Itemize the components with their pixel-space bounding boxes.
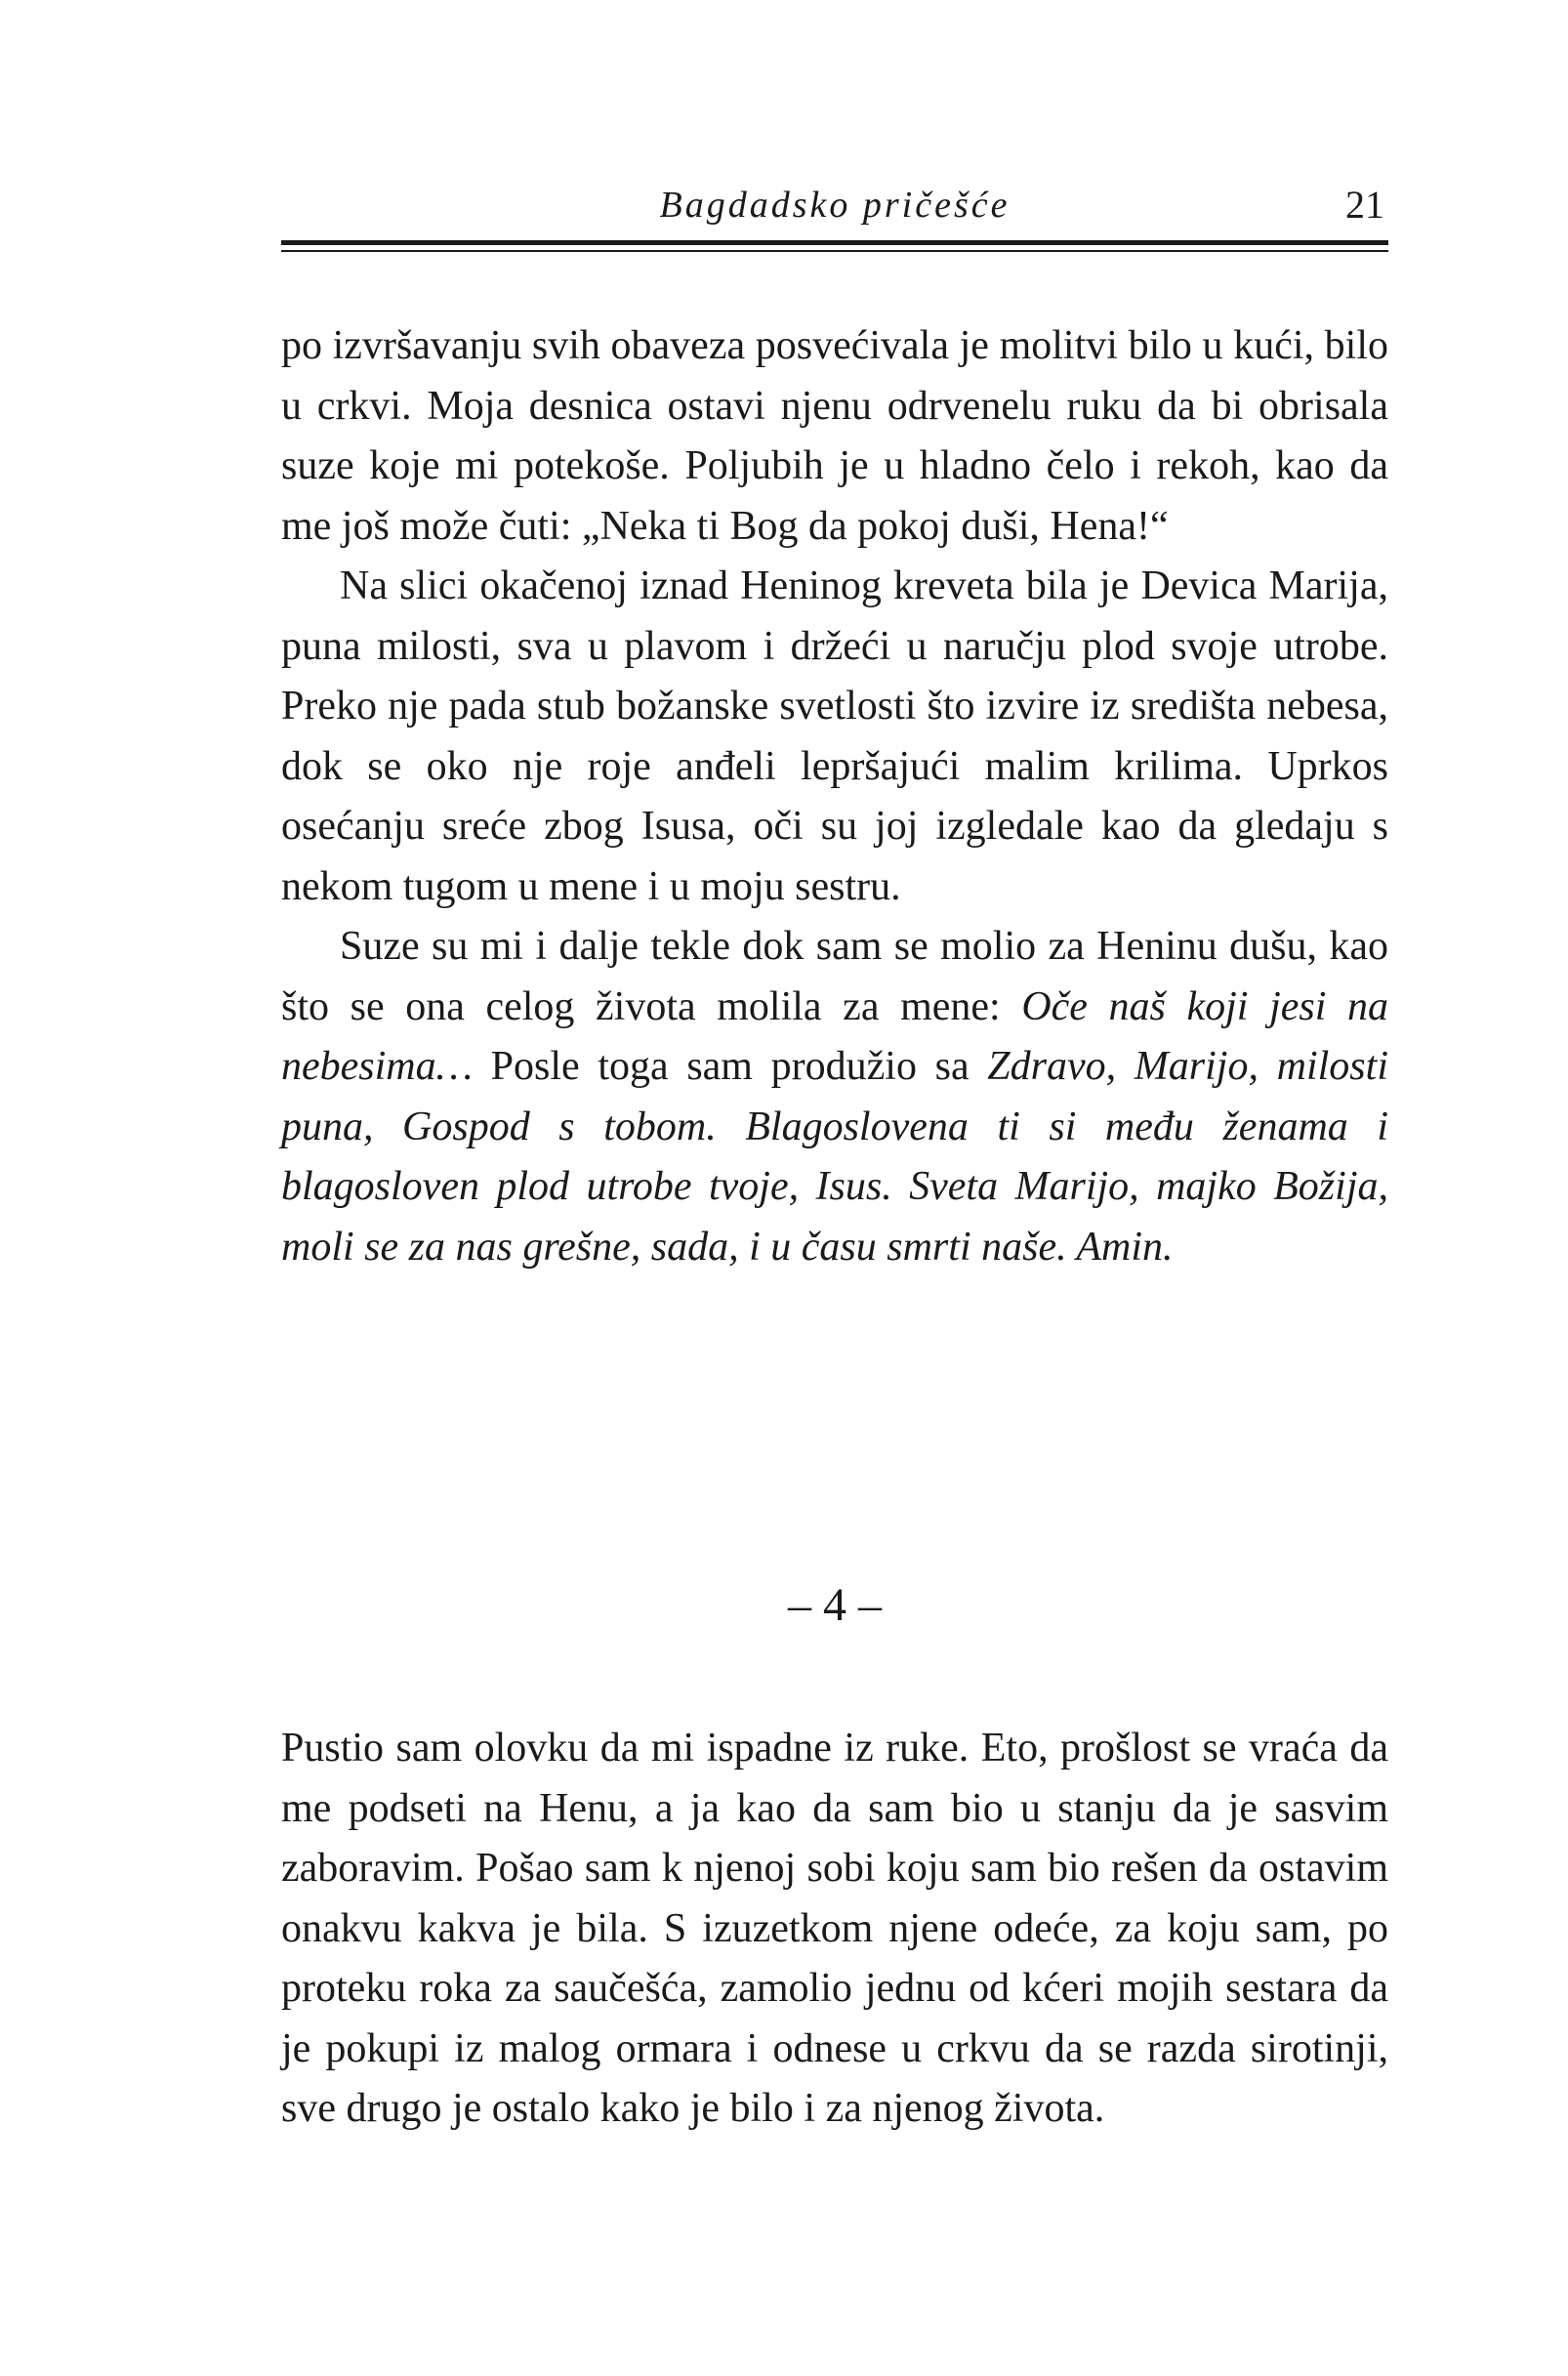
paragraph-3 xyxy=(281,917,1388,1277)
header-rule-thick xyxy=(281,240,1388,245)
section-3-text xyxy=(281,316,1388,1277)
paragraph-2-text: Na slici okačenoj iznad Heninog kreveta bila je Devica Marija, puna milosti, sva u plavom i držeći u naručju plod svoje utrobe. Preko nje pada stub božanske svetlosti što izvire iz središta nebesa, dok se oko nje roje anđeli lepršajući malim krilima. Uprkos osećanju sreće zbog Isusa, oči su joj izgledale kao da gledaju s nekom tugom u mene i u moju sestru. xyxy=(281,563,1388,909)
paragraph-4-text: Pustio sam olovku da mi ispadne iz ruke. Eto, prošlost se vraća da me podseti na Henu, a ja kao da sam bio u stanju da je sasvim zaboravim. Pošao sam k njenoj sobi koju sam bio rešen da ostavim onakvu kakva je bila. S izuzetkom njene odeće, za koju sam, po proteku roka za saučešća, zamolio jednu od kćeri mojih sestara da je pokupi iz malog ormara i odnese u crkvu da se razda sirotinji, sve drugo je ostalo kako je bilo i za njenog života. xyxy=(281,1726,1388,2131)
paragraph-2 xyxy=(281,557,1388,917)
running-title: Bagdadsko pričešće xyxy=(659,185,1011,226)
paragraph-1-text: po izvršavanju svih obaveza posvećivala je molitvi bilo u kući, bilo u crkvi. Moja desnica ostavi njenu odrvenelu ruku da bi obrisala suze koje mi potekoše. Poljubih je u hladno čelo i rekoh, kao da me još može čuti: „Neka ti Bog da pokoj duši, Hena!“ xyxy=(281,323,1388,549)
header-rule-thin xyxy=(281,250,1388,252)
paragraph-1 xyxy=(281,316,1388,557)
section-4-text xyxy=(281,1719,1388,2140)
prayer-hail-mary: Zdravo, Marijo, milosti puna, Gospod s tobom. Blagoslovena ti si među ženama i blagosloven plod utrobe tvoje, Isus. Sveta Marijo, majko Božija, moli se za nas grešne, sada, i u času smrti naše. Amin. xyxy=(281,1044,1388,1270)
paragraph-4 xyxy=(281,1719,1388,2140)
paragraph-3-text: Suze su mi i dalje tekle dok sam se molio za Heninu dušu, kao što se ona celog života molila za mene: xyxy=(281,924,1388,1029)
page-number: 21 xyxy=(1345,183,1384,227)
prayer-our-father: Oče naš koji jesi na nebesima… xyxy=(281,983,1389,1089)
running-head xyxy=(281,176,1388,234)
section-heading: – 4 – xyxy=(788,1579,882,1631)
paragraph-3-text-continued: Posle toga sam produžio sa xyxy=(472,1044,988,1089)
